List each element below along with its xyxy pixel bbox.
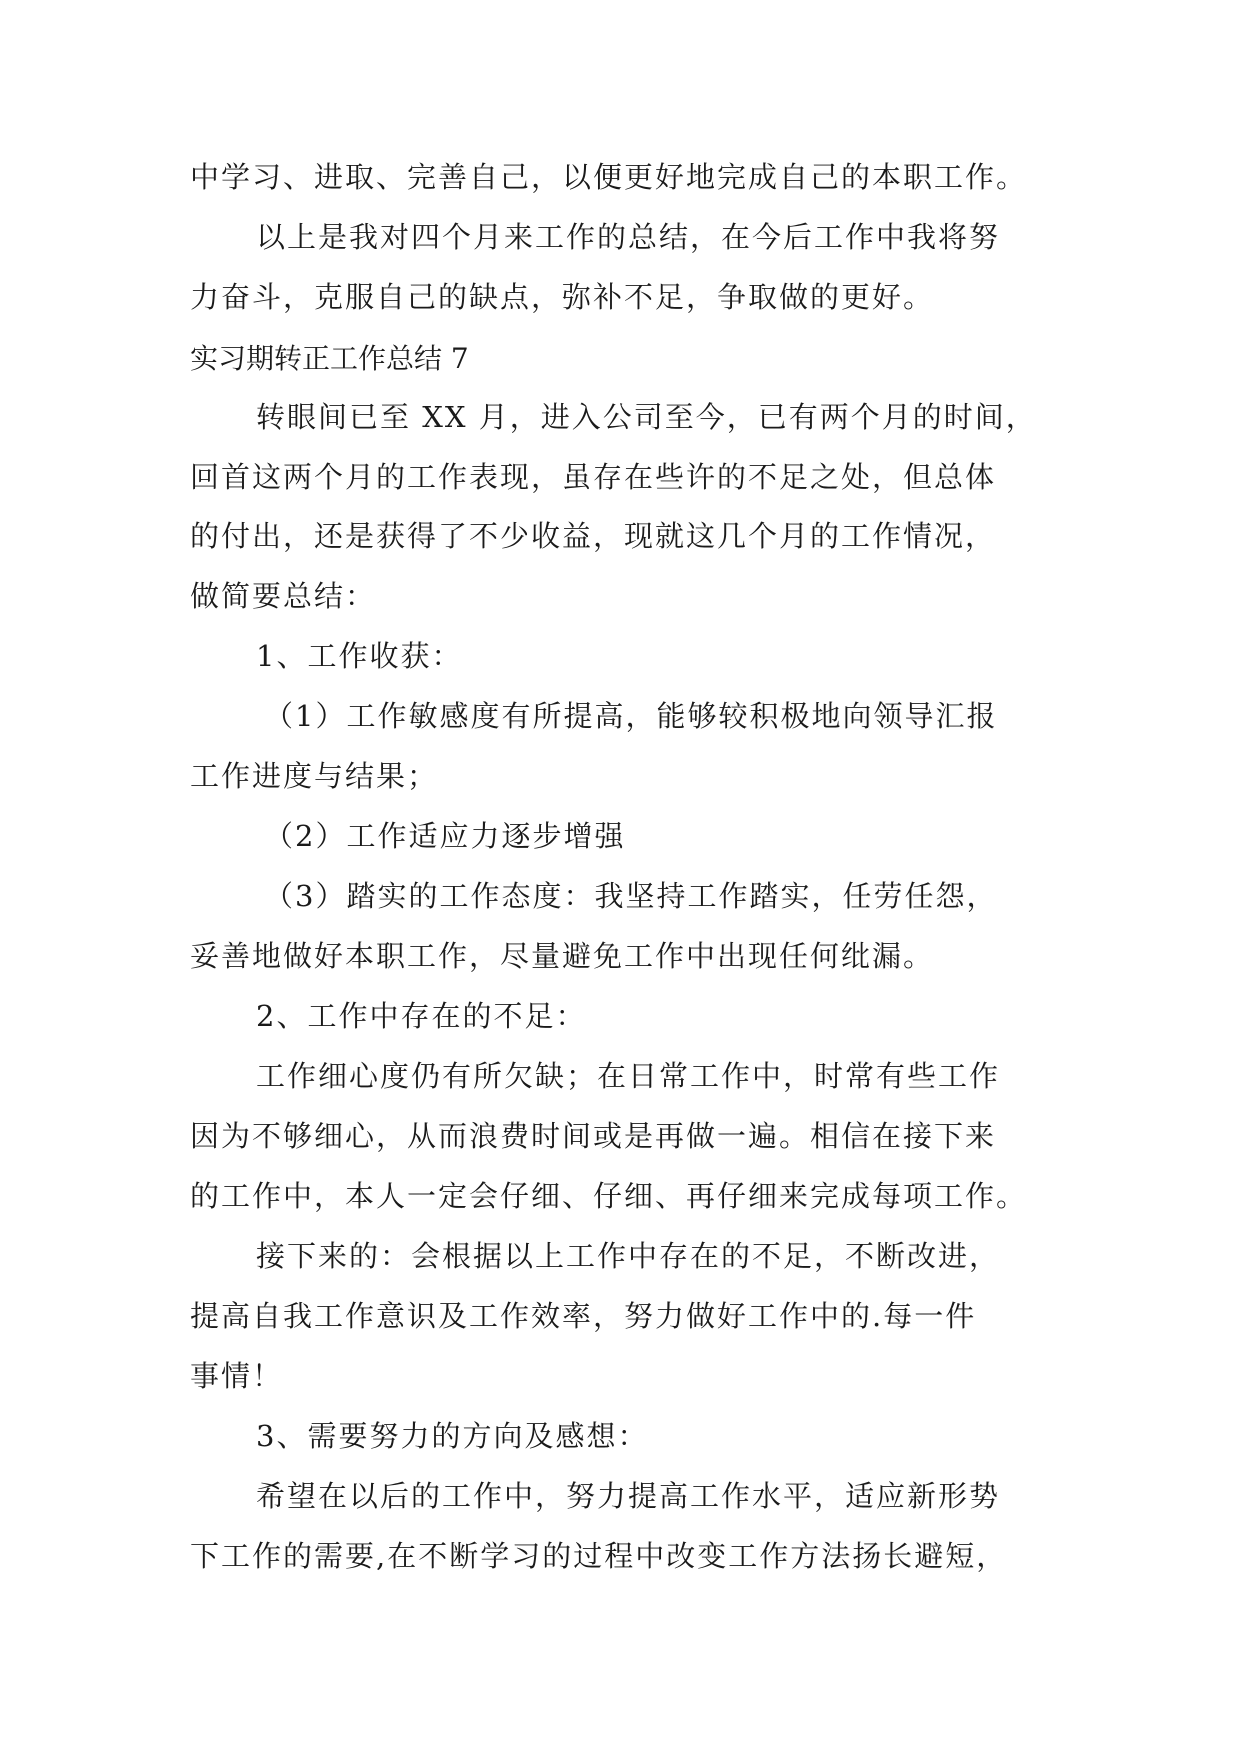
paragraph-first-line: 希望在以后的工作中，努力提高工作水平，适应新形势 bbox=[256, 1479, 1001, 1513]
text-line: 事情！ bbox=[190, 1359, 284, 1393]
paragraph-first-line: 工作细心度仍有所欠缺；在日常工作中，时常有些工作 bbox=[256, 1059, 1001, 1093]
text-line: 做简要总结： bbox=[190, 579, 377, 613]
text-line: 力奋斗，克服自己的缺点，弥补不足，争取做的更好。 bbox=[190, 280, 935, 314]
subheading: 2、工作中存在的不足： bbox=[256, 999, 587, 1033]
text-line: 回首这两个月的工作表现，虽存在些许的不足之处，但总体 bbox=[190, 460, 997, 494]
paragraph-first-line: 转眼间已至 XX 月，进入公司至今，已有两个月的时间， bbox=[256, 400, 1037, 434]
text-line: 妥善地做好本职工作，尽量避免工作中出现任何纰漏。 bbox=[190, 939, 935, 973]
text-line: 因为不够细心，从而浪费时间或是再做一遍。相信在接下来 bbox=[190, 1119, 997, 1153]
subheading: 3、需要努力的方向及感想： bbox=[256, 1419, 649, 1453]
text-line: 提高自我工作意识及工作效率，努力做好工作中的.每一件 bbox=[190, 1299, 977, 1333]
list-item: （1）工作敏感度有所提高，能够较积极地向领导汇报 bbox=[264, 699, 998, 733]
text-line: 工作进度与结果； bbox=[190, 759, 439, 793]
section-heading: 实习期转正工作总结 7 bbox=[190, 342, 469, 375]
list-item: （3）踏实的工作态度：我坚持工作踏实，任劳任怨， bbox=[264, 879, 998, 913]
text-line: 的工作中，本人一定会仔细、仔细、再仔细来完成每项工作。 bbox=[190, 1179, 1028, 1213]
text-line: 下工作的需要,在不断学习的过程中改变工作方法扬长避短， bbox=[190, 1539, 1008, 1573]
list-item: （2）工作适应力逐步增强 bbox=[264, 819, 626, 853]
text-line: 的付出，还是获得了不少收益，现就这几个月的工作情况， bbox=[190, 519, 997, 553]
subheading: 1、工作收获： bbox=[256, 639, 463, 673]
paragraph-first-line: 以上是我对四个月来工作的总结，在今后工作中我将努 bbox=[256, 220, 1001, 254]
paragraph-first-line: 接下来的：会根据以上工作中存在的不足，不断改进， bbox=[256, 1239, 1001, 1273]
text-line: 中学习、进取、完善自己，以便更好地完成自己的本职工作。 bbox=[190, 160, 1028, 194]
